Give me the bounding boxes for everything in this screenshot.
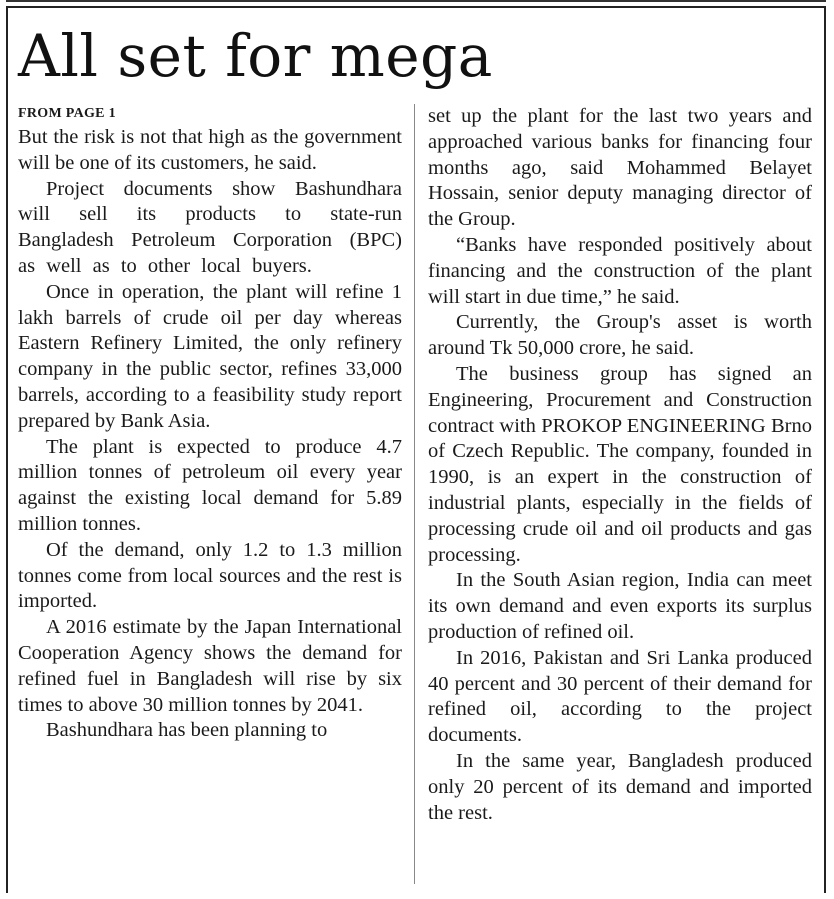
top-rule	[6, 0, 826, 2]
paragraph: “Banks have responded positively about financing and the construction of the plant will start in due time,” he said.	[428, 233, 812, 308]
paragraph: The business group has signed an Engineering, Procurement and Construction contract with PROKOP ENGINEERING Brno of Czech Republic. The company, founded in 1990, is an expert in the construction of industrial plants, especially in the fields of processing crude oil and oil products and gas processing.	[428, 362, 812, 566]
paragraph: Once in operation, the plant will refine 1 lakh barrels of crude oil per day whereas Eastern Refinery Limited, the only refinery company in the public sector, refines 33,000 barrels, according to a feasibility study report prepared by Bank Asia.	[18, 280, 402, 432]
article-column-right	[428, 104, 812, 826]
article-column-left	[18, 103, 402, 744]
paragraph: The plant is expected to produce 4.7 million tonnes of petroleum oil every year against the existing local demand for 5.89 million tonnes.	[18, 435, 402, 535]
paragraph: Currently, the Group's asset is worth around Tk 50,000 crore, he said.	[428, 311, 812, 360]
paragraph: set up the plant for the last two years and approached various banks for financing four months ago, said Mohammed Belayet Hossain, senior deputy managing director of the Group.	[428, 105, 812, 231]
paragraph: Of the demand, only 1.2 to 1.3 million tonnes come from local sources and the rest is imported.	[18, 538, 402, 613]
paragraph: In the same year, Bangladesh produced only 20 percent of its demand and imported the rest.	[428, 749, 812, 824]
paragraph: A 2016 estimate by the Japan International Cooperation Agency shows the demand for refined fuel in Bangladesh will rise by six times to above 30 million tonnes by 2041.	[18, 616, 402, 716]
paragraph: But the risk is not that high as the government will be one of its customers, he said.	[18, 126, 402, 174]
paragraph: Bashundhara has been planning to	[46, 719, 328, 742]
paragraph: In the South Asian region, India can meet its own demand and even exports its surplus production of refined oil.	[428, 569, 812, 643]
article-headline: All set for mega	[18, 22, 493, 90]
column-divider	[414, 104, 415, 884]
jump-label: FROM PAGE 1	[18, 106, 116, 121]
paragraph: Project documents show Bashundhara will sell its products to state-run Bangladesh Petroleum Corporation (BPC) as well as to other local buyers.	[18, 177, 402, 277]
paragraph: In 2016, Pakistan and Sri Lanka produced 40 percent and 30 percent of their demand for refined oil, according to the project documents.	[428, 646, 812, 747]
